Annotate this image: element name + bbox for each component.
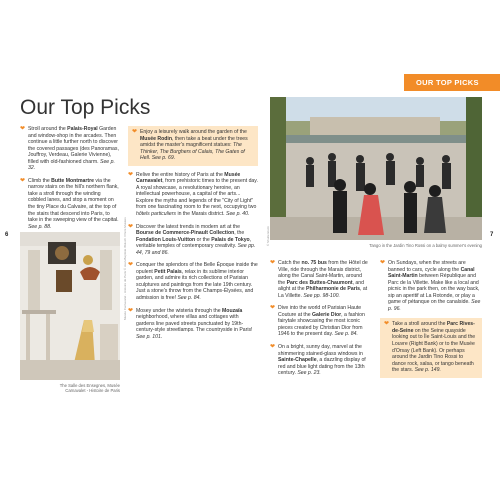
right-photo-credit: © Shutterstock bbox=[266, 226, 270, 246]
italic-text: See p. 40. bbox=[226, 211, 250, 218]
italic-text: See p. 23. bbox=[297, 370, 321, 377]
highlight-box bbox=[128, 126, 258, 166]
body-text: , veritable temples of contemporary creativity. bbox=[136, 236, 252, 250]
list-item bbox=[270, 305, 370, 338]
heart-icon: ❤ bbox=[380, 260, 386, 266]
bold-text: Parc des Buttes-Chaumont bbox=[286, 279, 353, 286]
italic-text: See p. 84. bbox=[334, 331, 358, 338]
heart-icon: ❤ bbox=[132, 129, 138, 135]
body-text: , from prehistoric times to the present day. A royal showcase, a revolutionary heroine, an intellectual powerhouse, a capital of the arts... Explore the myths and legends of the "City of Light" from one fascinating room to the next, occupying two bbox=[136, 178, 258, 211]
right-photo-caption: Tango in the Jardin Tino Rossi on a balmy summer's evening bbox=[369, 243, 482, 248]
pick-paragraph bbox=[128, 308, 258, 341]
list-item bbox=[128, 172, 258, 218]
tango-park-photo bbox=[270, 97, 482, 240]
heart-icon: ❤ bbox=[128, 223, 134, 230]
heart-icon: ❤ bbox=[270, 260, 276, 266]
heart-icon: ❤ bbox=[20, 177, 26, 184]
list-item bbox=[20, 126, 120, 172]
list-item bbox=[20, 178, 120, 230]
italic-text: See pp. 44, 79 and 86. bbox=[136, 243, 256, 256]
text-column-1 bbox=[20, 126, 120, 236]
list-item bbox=[128, 308, 258, 341]
heart-icon: ❤ bbox=[128, 262, 134, 269]
bold-text: Parc Rives-de-Seine bbox=[392, 321, 475, 334]
body-text: , and alight at the bbox=[278, 279, 364, 293]
museum-hall-photo bbox=[20, 232, 120, 380]
body-text: Conquer the splendors of the Belle Époque inside the opulent bbox=[136, 262, 258, 275]
pick-paragraph bbox=[128, 224, 258, 257]
heart-icon: ❤ bbox=[20, 126, 26, 132]
pick-paragraph bbox=[270, 305, 370, 338]
page-number-left: 6 bbox=[5, 232, 9, 238]
body-text: Garden and window-shop in the arcades. Then continue a little further north to discover the covered passages (des Panoramas, Jouffroy, Verdeau, Galerie Vivienne), filled with old-fashioned charm. bbox=[28, 126, 119, 165]
body-text: Relive the entire history of Paris at the bbox=[136, 171, 225, 178]
page-title: Our Top Picks bbox=[20, 96, 151, 119]
body-text: Enjoy a leisurely walk around the garden of the bbox=[140, 129, 247, 135]
pick-paragraph bbox=[20, 126, 120, 172]
body-text: Discover the latest trends in modern art at the bbox=[136, 223, 241, 230]
italic-text: See pp. 98-100. bbox=[303, 292, 340, 299]
body-text: from the Hôtel de Ville, ride through the Marais district, along the Canal Saint-Martin, around the bbox=[278, 260, 368, 286]
body-text: neighborhood, where villas and cottages with gardens line paved streets punctuated by 19th-century-style streetlamps. The countryside in Paris! bbox=[136, 314, 253, 334]
body-text: Catch the bbox=[278, 260, 302, 266]
text-column-2 bbox=[128, 126, 258, 346]
body-text: or the bbox=[195, 236, 212, 243]
body-text: , relax in its sublime interior garden, and admire its rich collections of Parisian sculptures and paintings from the late 19th century. Just a stone's throw from the Champs-Élysées, and admission is free! bbox=[136, 268, 254, 302]
page-number-right: 7 bbox=[490, 232, 494, 238]
bold-text: Palais de Tokyo bbox=[211, 236, 250, 243]
list-item bbox=[128, 262, 258, 301]
body-text: , at La Villette. bbox=[278, 286, 368, 299]
pick-paragraph bbox=[270, 344, 370, 377]
italic-text: See p. 84. bbox=[177, 295, 201, 302]
heart-icon: ❤ bbox=[128, 307, 134, 314]
body-text: Mosey under the wisteria through the bbox=[136, 307, 223, 314]
bold-text: no. 75 bus bbox=[301, 260, 327, 266]
body-text: Take a stroll around the bbox=[392, 321, 447, 328]
body-text: , then take a beat under the trees amidst the master's magnificent statues: bbox=[140, 135, 248, 149]
museum-hall-illustration bbox=[20, 232, 120, 380]
body-text: Stroll around the bbox=[28, 126, 68, 132]
italic-text: hôtels particuliers bbox=[136, 211, 177, 218]
body-text: via the narrow stairs on the hill's northern flank, take a stroll through the winding cobbled lanes, and stop a moment on the tiny Place du Calvaire, at the top of the stairs that descend into Paris, to take in the sweeping view of the capital. bbox=[28, 177, 119, 224]
bold-text: Petit Palais bbox=[154, 268, 182, 275]
list-item bbox=[270, 344, 370, 377]
body-text: , a fashion fairytale showcasing the most iconic pieces created by Christian Dior from 1946 to the present day. bbox=[278, 311, 365, 338]
bold-text: Mouzaïa bbox=[222, 307, 243, 314]
body-text: between République and Parc de la Villette. Make like a local and picnic in the park then, on the way back, sip an aperitif at La Rotonde, or play a game of pétanque on the canalside. bbox=[388, 273, 480, 306]
italic-text: See p. 69. bbox=[151, 155, 176, 162]
heart-icon: ❤ bbox=[270, 305, 276, 312]
bold-text: Musée Rodin bbox=[140, 135, 172, 142]
list-item bbox=[270, 260, 370, 299]
text-column-3 bbox=[270, 260, 370, 383]
pick-paragraph bbox=[384, 321, 478, 373]
body-text: , the bbox=[234, 230, 245, 237]
bold-text: Philharmonie de Paris bbox=[306, 286, 361, 293]
italic-text: See p. 88. bbox=[28, 223, 52, 230]
pick-paragraph bbox=[270, 260, 370, 299]
bold-text: Canal Saint-Martin bbox=[388, 266, 475, 280]
pick-paragraph bbox=[128, 172, 258, 218]
body-text: in the Marais district. bbox=[176, 211, 227, 218]
body-text: Climb the bbox=[28, 177, 52, 184]
bold-text: Fondation Louis-Vuitton bbox=[136, 236, 196, 243]
bold-text: Butte Montmartre bbox=[51, 177, 94, 184]
bold-text: Galerie Dior bbox=[312, 311, 342, 318]
left-photo-caption: The Salle des Ensegnes, Musée Carnavalet - Histoire de Paris bbox=[59, 383, 120, 393]
left-photo-credit: Musée Carnavalet - Histoire de Paris © Jean-Baptiste Woloch / Paris Musées bbox=[123, 217, 127, 320]
body-text: Dive into the world of Parisian Haute Couture at the bbox=[278, 305, 362, 318]
italic-text: See p. 96. bbox=[388, 299, 481, 312]
body-text: On Sundays, when the streets are banned to cars, cycle along the bbox=[388, 260, 466, 273]
tango-park-illustration bbox=[270, 97, 482, 240]
body-text: , a dazzling display of red and blue light dating from the 13th century. bbox=[278, 357, 366, 377]
bold-text: Bourse de Commerce-Pinault Collection bbox=[136, 230, 235, 237]
list-item bbox=[128, 224, 258, 257]
pick-paragraph bbox=[20, 178, 120, 230]
bold-text: Sainte-Chapelle bbox=[278, 357, 317, 364]
bold-text: Musée Carnavalet bbox=[136, 171, 241, 185]
italic-text: See p. 32. bbox=[28, 158, 115, 172]
bold-text: Palais-Royal bbox=[67, 126, 98, 132]
italic-text: See p. 149. bbox=[414, 367, 441, 374]
heart-icon: ❤ bbox=[128, 171, 134, 178]
body-text: . bbox=[148, 155, 152, 162]
list-item bbox=[380, 260, 482, 312]
italic-text: The Thinker, The Burghers of Calais, The Gates of Hell bbox=[140, 142, 245, 162]
text-column-4 bbox=[380, 260, 482, 384]
body-text: On a bright, sunny day, marvel at the shimmering stained-glass windows in bbox=[278, 344, 363, 357]
heart-icon: ❤ bbox=[270, 344, 276, 351]
body-text: on the Seine quayside looking out to Île Saint-Louis and the Louvre (Right Bank) or to the Musée d'Orsay (Left Bank). Or perhaps around the Jardin Tino Rossi to dance rock, salsa, or tango beneath the stars. bbox=[392, 327, 476, 374]
pick-paragraph bbox=[132, 129, 254, 162]
heart-icon: ❤ bbox=[384, 321, 390, 328]
pick-paragraph bbox=[128, 262, 258, 301]
highlight-box bbox=[380, 318, 482, 377]
section-badge: OUR TOP PICKS bbox=[404, 74, 500, 91]
italic-text: See p. 101. bbox=[136, 333, 163, 340]
pick-paragraph bbox=[380, 260, 482, 312]
